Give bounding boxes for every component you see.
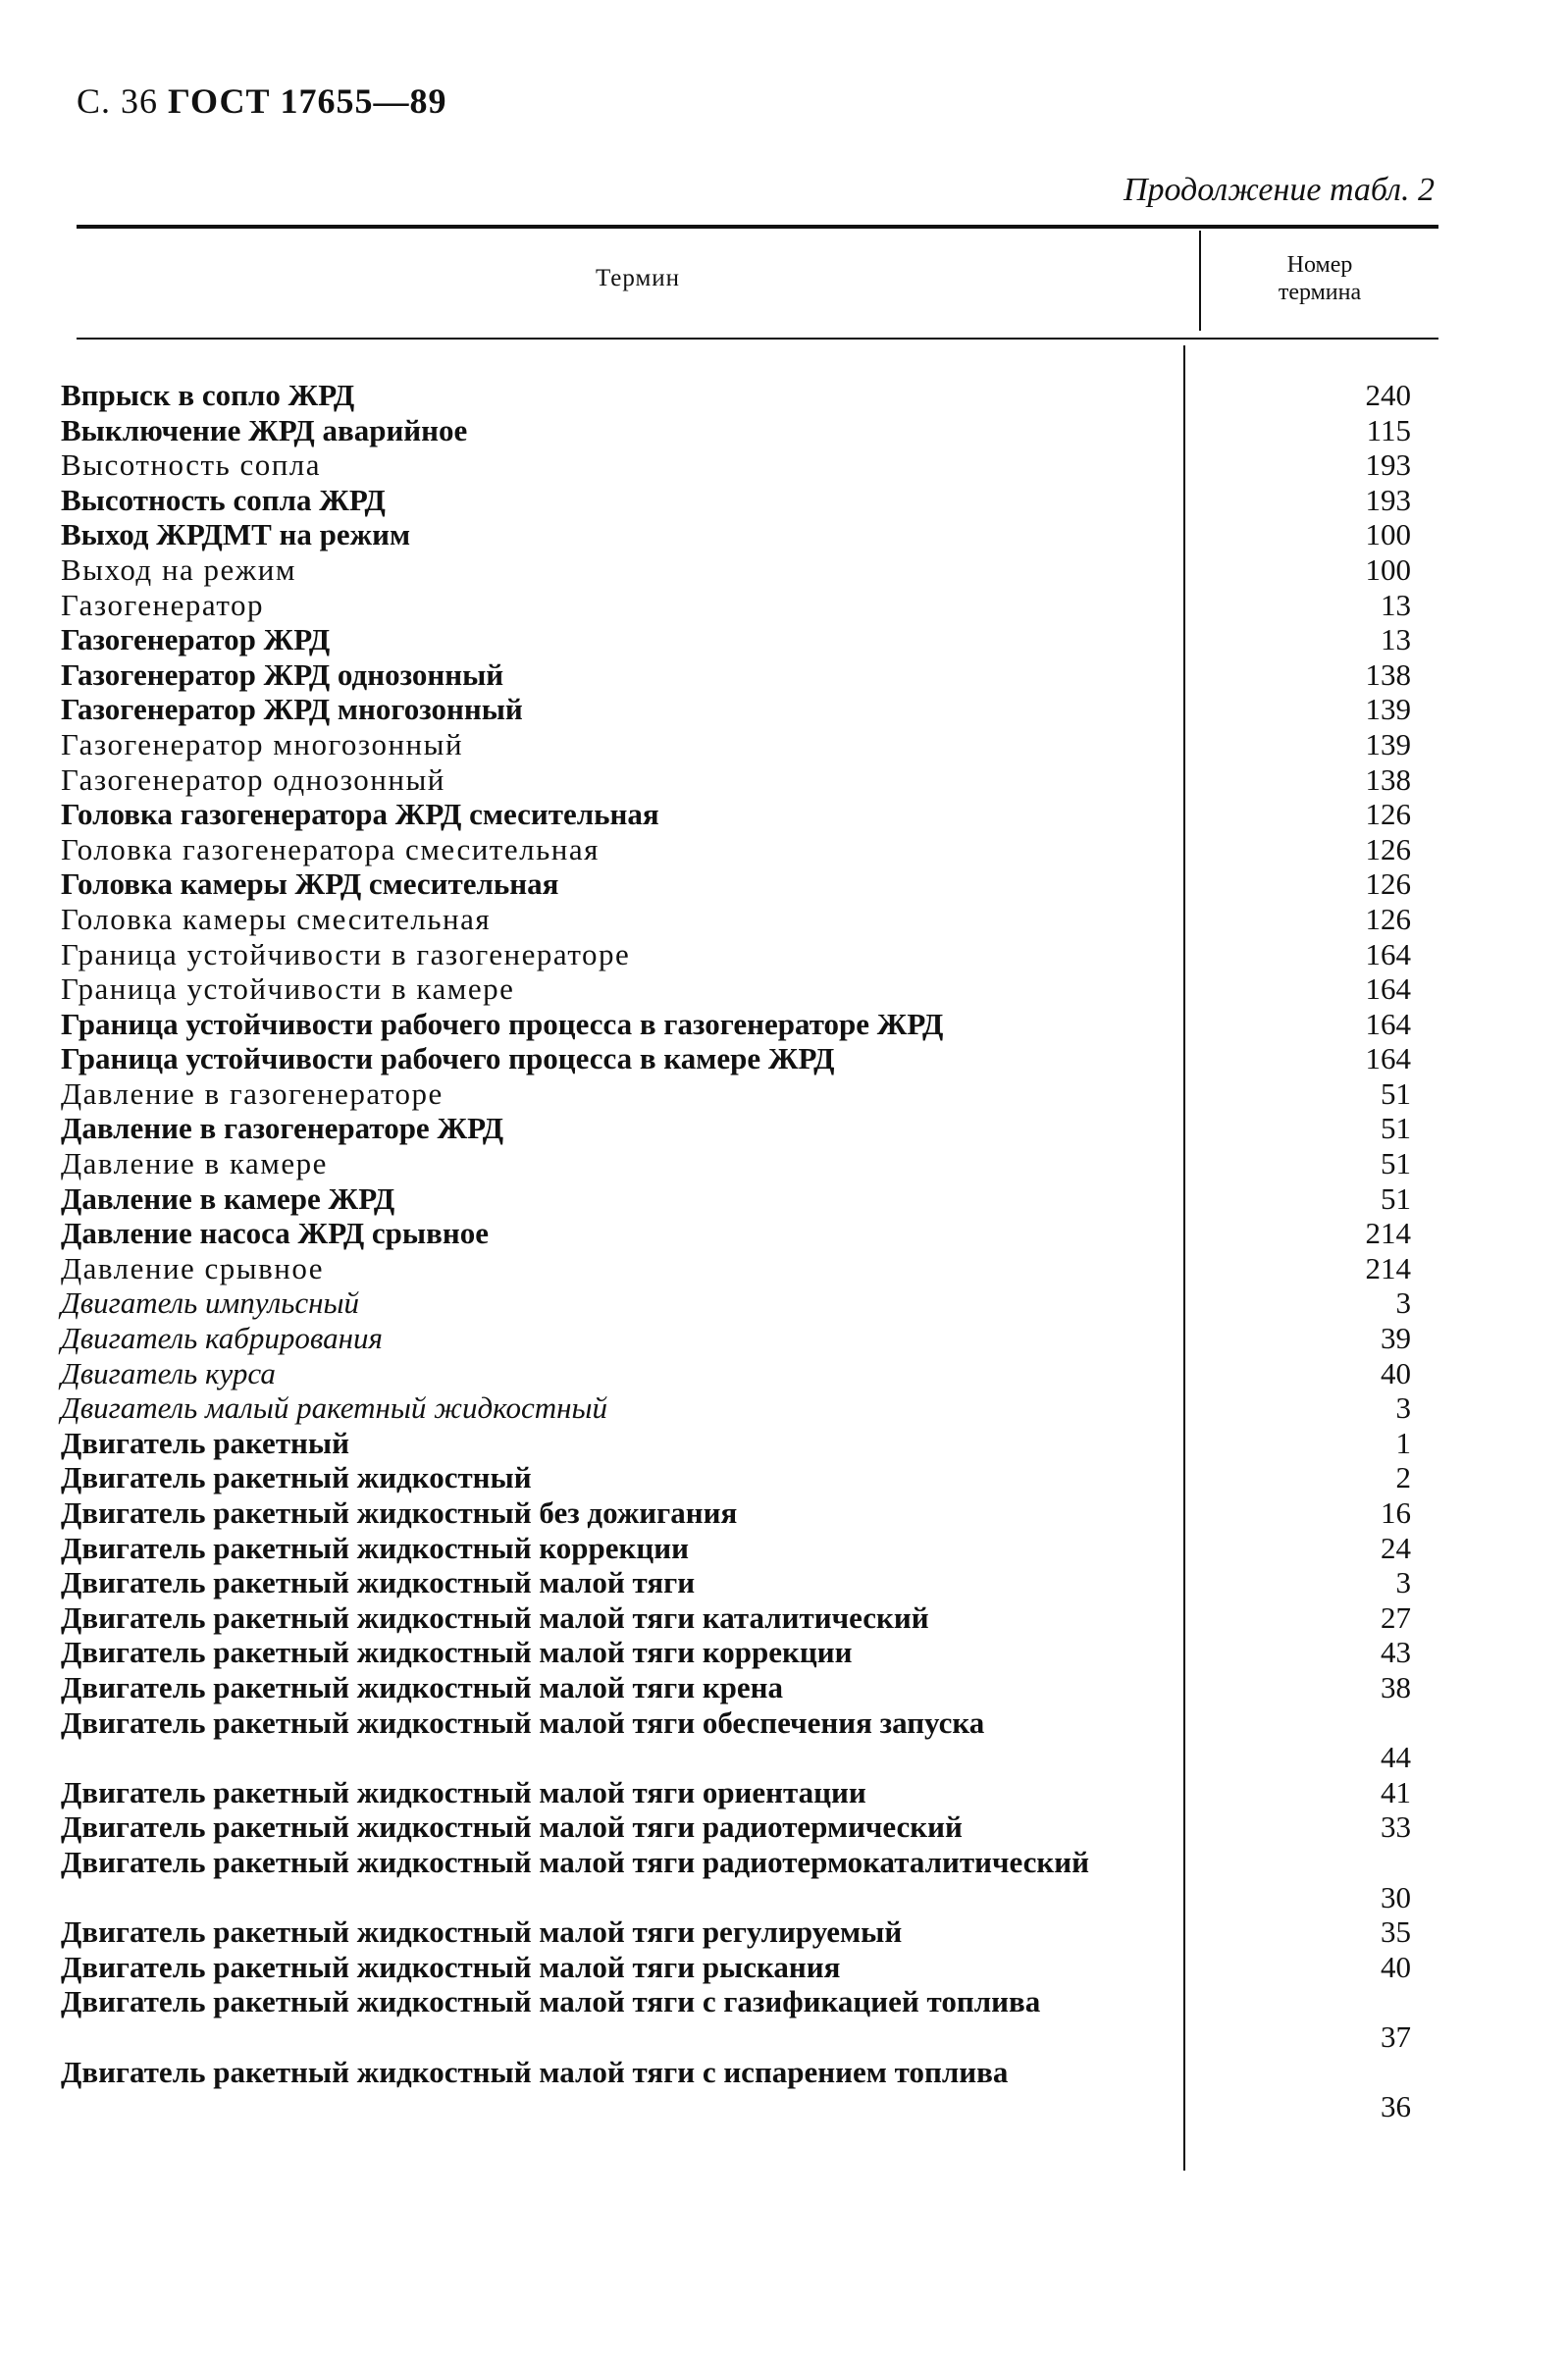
term-number-cell: 51: [1381, 1075, 1411, 1111]
term-number-cell: 126: [1365, 797, 1411, 832]
term-cell: Давление в газогенераторе: [61, 1075, 444, 1111]
term-cell: Выход на режим: [61, 551, 296, 587]
page-label: С. 36: [77, 81, 159, 121]
table-row: [0, 1460, 1568, 1495]
term-cell: Двигатель ракетный жидкостный малой тяги крена: [61, 1669, 784, 1704]
term-cell: Газогенератор ЖРД однозонный: [61, 656, 504, 692]
term-number-cell: 214: [1365, 1250, 1411, 1285]
table-row: [0, 937, 1568, 972]
table-row: [0, 1146, 1568, 1181]
term-number-cell: 214: [1365, 1216, 1411, 1251]
term-number-cell: 40: [1381, 1949, 1411, 1984]
column-header-number-line2: термина: [1278, 280, 1362, 305]
term-number-cell: 138: [1365, 656, 1411, 692]
table-row: [0, 1321, 1568, 1356]
term-number-cell: 16: [1381, 1495, 1411, 1530]
table-row: [0, 1356, 1568, 1391]
term-cell: Граница устойчивости в камере: [61, 971, 515, 1007]
table-row: [0, 1635, 1568, 1670]
term-number-cell: 3: [1395, 1285, 1411, 1321]
term-number-cell: 39: [1381, 1321, 1411, 1356]
table-row: [0, 657, 1568, 693]
term-cell: Двигатель ракетный жидкостный коррекции: [61, 1530, 689, 1565]
term-cell: Двигатель ракетный жидкостный без дожигания: [61, 1495, 738, 1530]
term-number-cell: 139: [1365, 726, 1411, 761]
term-cell: Высотность сопла: [61, 447, 322, 483]
term-number-cell: 51: [1381, 1180, 1411, 1216]
term-cell: Двигатель ракетный жидкостный малой тяги ориентации: [61, 1774, 866, 1809]
term-cell: Газогенератор многозонный: [61, 726, 464, 761]
term-cell: Двигатель ракетный жидкостный малой тяги каталитический: [61, 1599, 929, 1635]
table-row: [0, 1950, 1568, 1985]
term-number-cell: 138: [1365, 761, 1411, 797]
term-number-cell: 51: [1381, 1146, 1411, 1181]
table-row: [0, 971, 1568, 1007]
term-number-cell: 100: [1365, 517, 1411, 552]
table-row: [0, 1845, 1568, 1914]
term-number-cell: 100: [1365, 551, 1411, 587]
column-header-term: Термин: [595, 265, 681, 291]
term-number-cell: 126: [1365, 901, 1411, 936]
term-cell: Двигатель ракетный жидкостный малой тяги обеспечения запуска: [61, 1704, 985, 1740]
table-row: [0, 622, 1568, 657]
table-row: [0, 1984, 1568, 2054]
term-cell: Двигатель ракетный жидкостный малой тяги регулируемый: [61, 1914, 903, 1950]
term-cell: Газогенератор: [61, 587, 264, 622]
term-cell: Двигатель ракетный жидкостный малой тяги: [61, 1565, 696, 1600]
table-row: [0, 902, 1568, 937]
term-cell: Двигатель ракетный жидкостный малой тяги коррекции: [61, 1635, 853, 1670]
table-row: [0, 447, 1568, 483]
term-number-cell: 164: [1365, 1041, 1411, 1076]
term-cell: Двигатель курса: [61, 1355, 276, 1390]
term-cell: Двигатель малый ракетный жидкостный: [61, 1390, 608, 1426]
term-cell: Головка камеры ЖРД смесительная: [61, 866, 559, 902]
term-number-cell: 126: [1365, 831, 1411, 866]
page-header: [77, 80, 446, 122]
term-cell: Двигатель ракетный: [61, 1425, 349, 1460]
header-bottom-rule: [77, 338, 1438, 340]
table-row: [0, 727, 1568, 762]
term-number-cell: 164: [1365, 936, 1411, 971]
table-row: [0, 1705, 1568, 1775]
table-row: [0, 1775, 1568, 1810]
table-row: [0, 517, 1568, 552]
term-number-cell: 24: [1381, 1530, 1411, 1565]
term-number-cell: 33: [1381, 1809, 1411, 1845]
term-cell: Двигатель ракетный жидкостный малой тяги радиотермокаталитический: [61, 1844, 1089, 1879]
term-cell: Выход ЖРДМТ на режим: [61, 517, 411, 552]
term-cell: Давление в камере: [61, 1146, 328, 1181]
term-cell: Головка камеры смесительная: [61, 901, 492, 936]
term-cell: Впрыск в сопло ЖРД: [61, 378, 355, 412]
table-row: [0, 378, 1568, 413]
gost-label: ГОСТ 17655—89: [168, 81, 447, 121]
table-row: [0, 1216, 1568, 1251]
term-number-cell: 193: [1365, 482, 1411, 517]
term-number-cell: 43: [1381, 1635, 1411, 1670]
table-row: [0, 1565, 1568, 1600]
term-number-cell: 37: [1381, 2018, 1411, 2054]
term-cell: Граница устойчивости рабочего процесса в газогенераторе ЖРД: [61, 1006, 944, 1041]
table-row: [0, 483, 1568, 518]
term-number-cell: 51: [1381, 1111, 1411, 1146]
term-cell: Головка газогенератора ЖРД смесительная: [61, 797, 659, 832]
column-header-number-line1: Номер: [1286, 252, 1353, 278]
continuation-label: Продолжение табл. 2: [1123, 172, 1435, 208]
term-number-cell: 3: [1395, 1390, 1411, 1426]
term-number-cell: 3: [1395, 1565, 1411, 1600]
term-number-cell: 13: [1381, 587, 1411, 622]
term-number-cell: 1: [1395, 1425, 1411, 1460]
term-number-cell: 13: [1381, 622, 1411, 657]
table-row: [0, 866, 1568, 902]
term-cell: Двигатель ракетный жидкостный малой тяги радиотермический: [61, 1809, 963, 1845]
term-cell: Давление насоса ЖРД срывное: [61, 1216, 489, 1251]
table-row: [0, 1076, 1568, 1112]
term-number-cell: 36: [1381, 2089, 1411, 2124]
table-row: [0, 1390, 1568, 1426]
term-cell: Газогенератор ЖРД: [61, 622, 331, 657]
term-number-cell: 139: [1365, 692, 1411, 727]
term-number-cell: 44: [1381, 1740, 1411, 1775]
term-number-cell: 240: [1365, 378, 1411, 412]
term-cell: Двигатель ракетный жидкостный: [61, 1460, 532, 1495]
term-number-cell: 115: [1366, 412, 1411, 447]
table-row: [0, 1809, 1568, 1845]
table-row: [0, 1670, 1568, 1705]
term-cell: Двигатель кабрирования: [61, 1321, 383, 1356]
table-row: [0, 1531, 1568, 1566]
term-number-cell: 126: [1365, 866, 1411, 902]
term-table-body: [0, 378, 1568, 2124]
table-row: [0, 762, 1568, 798]
table-row: [0, 588, 1568, 623]
table-row: [0, 413, 1568, 448]
term-cell: Двигатель импульсный: [61, 1285, 359, 1321]
term-cell: Двигатель ракетный жидкостный малой тяги рыскания: [61, 1949, 841, 1984]
table-row: [0, 832, 1568, 867]
table-row: [0, 1426, 1568, 1461]
table-row: [0, 552, 1568, 588]
table-row: [0, 2055, 1568, 2124]
term-cell: Давление в газогенераторе ЖРД: [61, 1111, 504, 1146]
term-number-cell: 164: [1365, 1006, 1411, 1041]
term-number-cell: 41: [1381, 1774, 1411, 1809]
term-cell: Головка газогенератора смесительная: [61, 831, 600, 866]
term-number-cell: 2: [1395, 1460, 1411, 1495]
table-row: [0, 1041, 1568, 1076]
table-row: [0, 1600, 1568, 1636]
table-row: [0, 1285, 1568, 1321]
table-top-rule: [77, 225, 1438, 229]
table-row: [0, 797, 1568, 832]
term-cell: Выключение ЖРД аварийное: [61, 412, 468, 447]
term-cell: Двигатель ракетный жидкостный малой тяги с газификацией топлива: [61, 1984, 1041, 2019]
term-cell: Граница устойчивости рабочего процесса в камере ЖРД: [61, 1041, 835, 1076]
term-number-cell: 193: [1365, 447, 1411, 483]
term-number-cell: 38: [1381, 1669, 1411, 1704]
term-number-cell: 35: [1381, 1914, 1411, 1950]
table-row: [0, 1251, 1568, 1286]
table-row: [0, 1495, 1568, 1531]
term-number-cell: 164: [1365, 971, 1411, 1007]
term-cell: Двигатель ракетный жидкостный малой тяги с испарением топлива: [61, 2054, 1009, 2089]
column-header-number: [1201, 251, 1438, 306]
term-cell: Газогенератор ЖРД многозонный: [61, 692, 523, 727]
term-cell: Высотность сопла ЖРД: [61, 482, 386, 517]
term-cell: Граница устойчивости в газогенераторе: [61, 936, 631, 971]
table-row: [0, 1111, 1568, 1146]
table-row: [0, 1914, 1568, 1950]
table-row: [0, 1007, 1568, 1042]
term-number-cell: 40: [1381, 1355, 1411, 1390]
term-number-cell: 30: [1381, 1879, 1411, 1914]
table-row: [0, 692, 1568, 727]
term-number-cell: 27: [1381, 1599, 1411, 1635]
term-cell: Газогенератор однозонный: [61, 761, 445, 797]
table-row: [0, 1181, 1568, 1217]
term-cell: Давление срывное: [61, 1250, 325, 1285]
term-cell: Давление в камере ЖРД: [61, 1180, 395, 1216]
